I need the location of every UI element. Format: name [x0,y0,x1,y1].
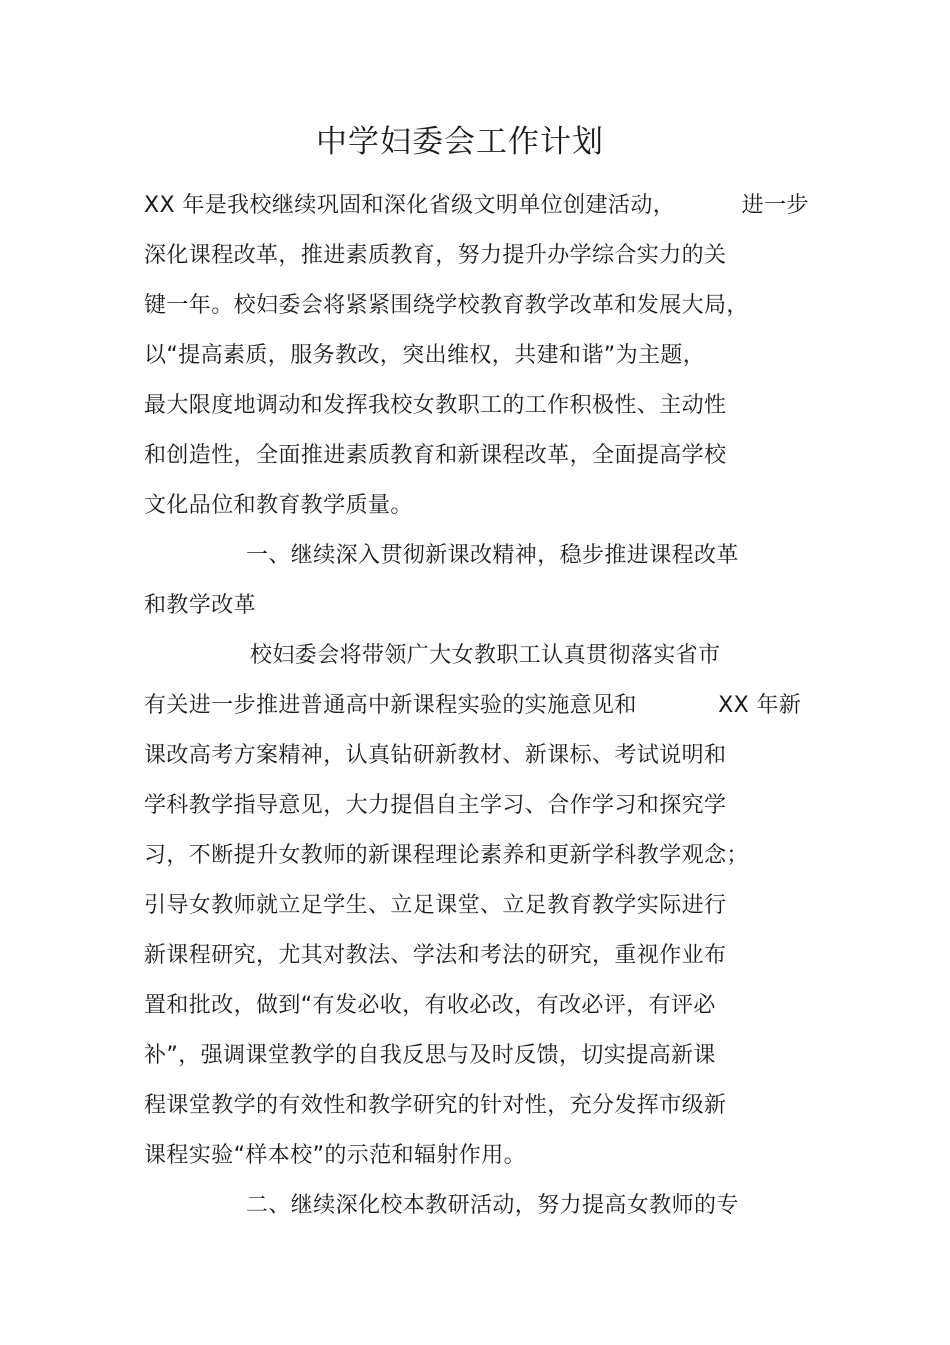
paragraph-line: 补”，强调课堂教学的自我反思与及时反馈，切实提高新课 [144,1043,716,1068]
section-heading-1-cont: 和教学改革 [144,593,257,618]
paragraph-line: 习，不断提升女教师的新课程理论素养和更新学科教学观念； [144,843,749,868]
paragraph-line: 深化课程改革，推进素质教育，努力提升办学综合实力的关 [144,243,727,268]
paragraph-line: 文化品位和教育教学质量。 [144,493,413,518]
paragraph-line: 新课程研究，尤其对教法、学法和考法的研究，重视作业布 [144,943,727,968]
paragraph-line: 课改高考方案精神，认真钻研新教材、新课标、考试说明和 [144,743,727,768]
paragraph-line: XX 年是我校继续巩固和深化省级文明单位创建活动， 进一步 [144,193,809,218]
paragraph-line: 校妇委会将带领广大女教职工认真贯彻落实省市 [250,643,721,668]
paragraph-line: 置和批改，做到“有发必收，有收必改，有改必评，有评必 [144,993,716,1018]
paragraph-line: 以“提高素质，服务教改，突出维权，共建和谐”为主题， [144,343,706,368]
paragraph-line: 最大限度地调动和发挥我校女教职工的工作积极性、主动性 [144,393,727,418]
paragraph-line: 程课堂教学的有效性和教学研究的针对性，充分发挥市级新 [144,1093,727,1118]
paragraph-line: 引导女教师就立足学生、立足课堂、立足教育教学实际进行 [144,893,727,918]
paragraph-line: 课程实验“样本校”的示范和辐射作用。 [144,1143,526,1168]
section-heading-2: 二、继续深化校本教研活动，努力提高女教师的专 [246,1193,739,1218]
paragraph-line: 学科教学指导意见，大力提倡自主学习、合作学习和探究学 [144,793,727,818]
paragraph-line: 和创造性，全面推进素质教育和新课程改革，全面提高学校 [144,443,727,468]
document-title: 中学妇委会工作计划 [316,124,604,160]
section-heading-1: 一、继续深入贯彻新课改精神，稳步推进课程改革 [246,543,739,568]
paragraph-line: 键一年。校妇委会将紧紧围绕学校教育教学改革和发展大局， [144,293,749,318]
paragraph-line: 有关进一步推进普通高中新课程实验的实施意见和 XX 年新 [144,693,802,718]
